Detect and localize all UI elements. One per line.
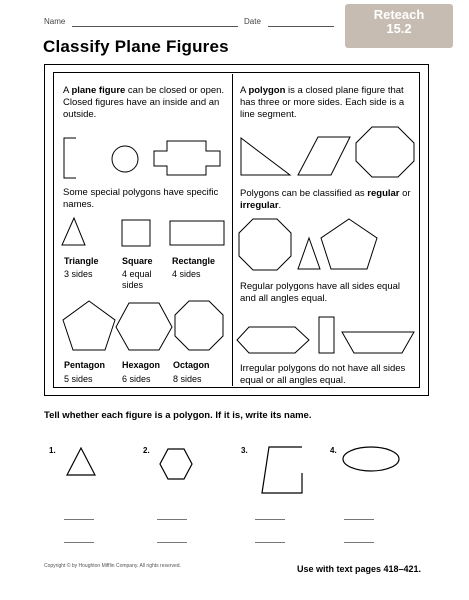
- question-3-number: 3.: [241, 446, 248, 455]
- question-prompt: Tell whether each figure is a polygon. If it is, write its name.: [44, 410, 312, 421]
- square-caption: Square 4 equal sides: [122, 256, 153, 290]
- answer-line-4a[interactable]: [344, 519, 374, 520]
- polygon-definition: A polygon is a closed plane figure that has three or more sides. Each side is a line segment.: [240, 85, 405, 120]
- triangle-caption: Triangle 3 sides: [64, 256, 99, 279]
- page-title: Classify Plane Figures: [43, 37, 229, 56]
- badge-line-1: Reteach: [373, 7, 425, 22]
- answer-line-3b[interactable]: [255, 542, 285, 543]
- answer-line-1b[interactable]: [64, 542, 94, 543]
- date-label: Date: [244, 17, 261, 26]
- copyright-text: Copyright © by Houghton Mifflin Company. All rights reserved.: [44, 563, 181, 569]
- plane-figure-definition: A plane figure can be closed or open. Closed figures have an inside and an outside.: [63, 85, 225, 120]
- question-2-number: 2.: [143, 446, 150, 455]
- q3-open-figure: [262, 447, 302, 493]
- answer-line-3a[interactable]: [255, 519, 285, 520]
- rectangle-caption: Rectangle 4 sides: [172, 256, 216, 279]
- answer-line-2a[interactable]: [157, 519, 187, 520]
- answer-line-1a[interactable]: [64, 519, 94, 520]
- name-label: Name: [44, 17, 66, 26]
- hexagon-caption: Hexagon 6 sides: [122, 360, 161, 384]
- irregular-text: Irregular polygons do not have all sides equal or all angles equal.: [240, 363, 406, 386]
- q1-triangle-figure: [67, 448, 95, 475]
- answer-line-2b[interactable]: [157, 542, 187, 543]
- question-1-number: 1.: [49, 446, 56, 455]
- question-4-number: 4.: [330, 446, 337, 455]
- classify-text: Polygons can be classified as regular or irregular.: [240, 188, 411, 211]
- badge-line-2: 15.2: [386, 21, 412, 36]
- answer-line-4b[interactable]: [344, 542, 374, 543]
- q2-hexagon-figure: [160, 449, 192, 479]
- pentagon-caption: Pentagon 5 sides: [64, 360, 106, 384]
- octagon-caption: Octagon 8 sides: [173, 360, 210, 384]
- regular-text: Regular polygons have all sides equal and all angles equal.: [240, 281, 401, 304]
- q4-oval-figure: [343, 447, 399, 471]
- special-polygons-text: Some special polygons have specific names.: [63, 187, 219, 210]
- text-pages-note: Use with text pages 418–421.: [297, 564, 422, 574]
